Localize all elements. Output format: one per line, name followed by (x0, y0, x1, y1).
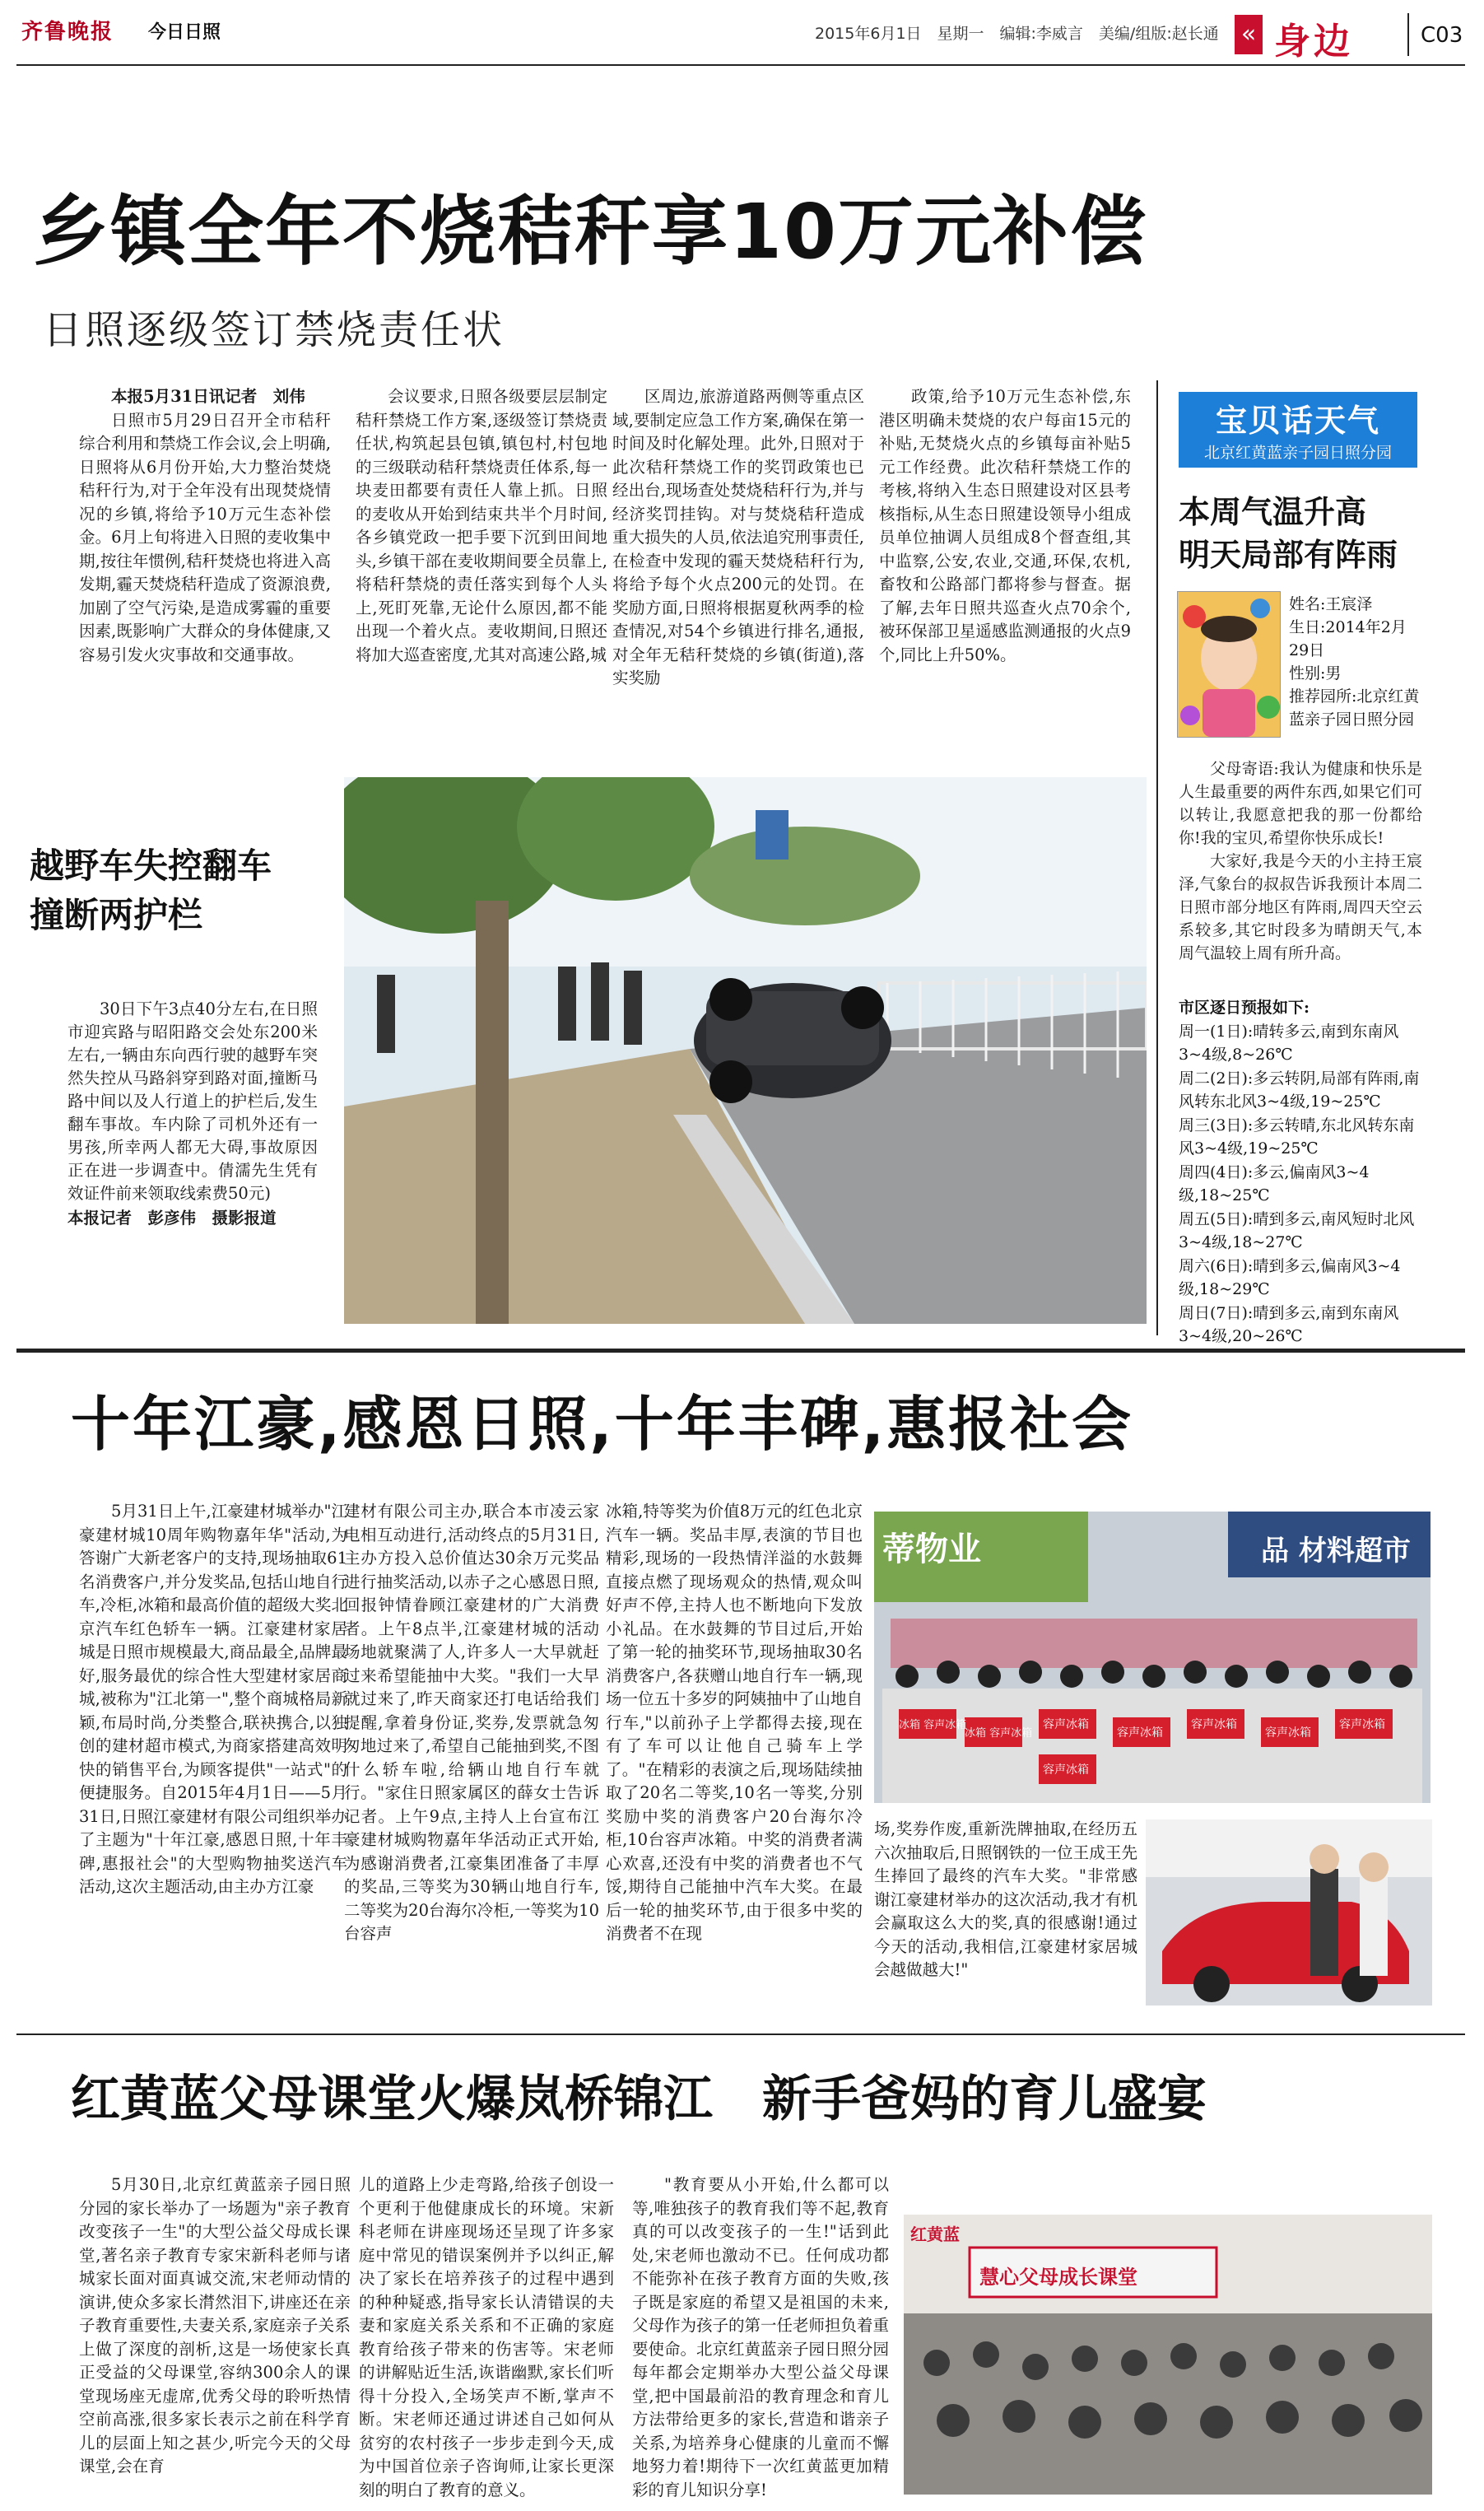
ceremony-group-photo (874, 1512, 1431, 1803)
article-text: 5月30日,北京红黄蓝亲子园日照分园的家长举办了一场题为"亲子教育改变孩子一生"的大型公益父母成长课堂,著名亲子教育专家宋新科老师与诸城家长面对面真诚交流,宋老师动情的演讲,使众多家长潸然泪下,讲座还在亲子教育重要性,夫妻关系,家庭亲子关系上做了深度的剖析,这是一场使家长真正受益的父母课堂,容纳300余人的课堂现场座无虚席,优秀父母的聆听热情空前高涨,很多家长表示之前在科学育儿的层面上知之甚少,听完今天的父母课堂,会在育 (79, 2175, 351, 2476)
article-text: 冰箱,特等奖为价值8万元的红色北京汽车一辆。奖品丰厚,表演的节目也精彩,现场的一段热情洋溢的水鼓舞直接点燃了现场观众的热情,观众叫好声不停,主持人也不断地向下发放小礼品。在水鼓舞的节目过后,开始了第一轮的抽奖环节,现场抽取30名消费客户,各获赠山地自行车一辆,现场一位五十多岁的阿姨抽中了山地自行车,"以前孙子上学都得去接,现在有了车可以让他自己骑车上学了。"在精彩的表演之后,现场陆续抽取了20名二等奖,10名一等奖,分别奖励中奖的消费客户20台海尔冷柜,10台容声冰箱。中奖的消费者满心欢喜,还没有中奖的消费者也不气馁,期待自己能抽中汽车大奖。在最后一轮的抽奖环节,由于很多中奖的消费者不在现 (606, 1502, 863, 1943)
forecast-title: 市区逐日预报如下: (1179, 999, 1310, 1017)
article-text: 儿的道路上少走弯路,给孩子创设一个更利于他健康成长的环境。宋新科老师在讲座现场还呈现了许多家庭中常见的错误案例并予以纠正,解决了家长在培养孩子的过程中遇到的种种疑惑,指导家长认清错误的夫妻和家庭关系关系和不正确的家庭教育给孩子带来的伤害等。宋老师的讲解贴近生活,诙谐幽默,家长们听得十分投入,全场笑声不断,掌声不断。宋老师还通过讲述自己如何从贫穷的农村孩子一步步走到今天,成为中国首位亲子咨询师,让家长更深刻的明白了教育的意义。 (359, 2175, 614, 2499)
main-column-3 (612, 385, 864, 691)
banner-text: 容声冰箱 (1191, 1718, 1237, 1731)
store-sign-left: 蒂物业 (882, 1530, 981, 1568)
article-text: 30日下午3点40分左右,在日照市迎宾路与昭阳路交会处东200米左右,一辆由东向西行驶的越野车突然失控从马路斜穿到路对面,撞断马路中间以及人行道上的护栏后,发生翻车事故。车内除了司机外还有一男孩,所幸两人都无大碍,事故原因正在进一步调查中。倩濡先生凭有效证件前来领取线索费50元) (67, 999, 318, 1203)
banner-text: 容声冰箱 (1043, 1718, 1089, 1731)
profile-gender: 性别:男 (1289, 664, 1342, 682)
weather-box (1179, 392, 1417, 468)
forecast-day: 周日(7日):晴到多云,南到东南风3~4级,20~26℃ (1179, 1303, 1399, 1345)
photo-credit: 本报记者 彭彦伟 摄影报道 (67, 1209, 277, 1228)
banner-text: 冰箱 容声冰箱 (899, 1719, 967, 1731)
ad2-column-3 (632, 2173, 889, 2502)
weather-box-subtitle: 北京红黄蓝亲子园日照分园 (1203, 444, 1392, 462)
logo-text: 红黄蓝 (910, 2224, 960, 2244)
profile-name: 姓名:王宸泽 (1289, 595, 1373, 613)
article-text: 场,奖券作废,重新洗牌抽取,在经历五六次抽取后,日照钢铁的一位王成王先生捧回了最终的汽车大奖。"非常感谢江豪建材举办的这次活动,我才有机会赢取这么大的奖,真的很感谢!通过今天的活动,我相信,江豪建材家居城会越做越大!" (874, 1819, 1137, 1979)
article-text: 会议要求,日照各级要层层制定秸秆禁烧工作方案,逐级签订禁烧责任状,构筑起县包镇,镇包村,村包地的三级联动秸秆禁烧责任体系,每一块麦田都要有责任人靠上抓。日照的麦收从开始到结束共半个月时间,各乡镇党政一把手要下沉到田间地头,乡镇干部在麦收期间要全员靠上,将秸秆禁烧的责任落实到每个人头上,死盯死靠,无论什么原因,都不能出现一个着火点。麦收期间,日照还将加大巡查密度,尤其对高速公路,城 (356, 387, 607, 664)
main-headline: 乡镇全年不烧秸秆享10万元补偿 (33, 188, 1148, 276)
header-rule (16, 64, 1465, 66)
ad2-headline: 红黄蓝父母课堂火爆岚桥锦江 新手爸妈的育儿盛宴 (71, 2071, 1207, 2128)
forecast-day: 周六(6日):晴到多云,偏南风3~4级,18~29℃ (1179, 1256, 1401, 1298)
banner-text: 容声冰箱 (1339, 1718, 1385, 1731)
store-sign-right: 品 材料超市 (1261, 1535, 1411, 1568)
divider (1407, 13, 1409, 56)
accident-body (67, 998, 318, 1230)
article-text: 日照市5月29日召开全市秸秆综合利用和禁烧工作会议,会上明确,日照将从6月份开始,大力整治焚烧秸秆行为,对于全年没有出现焚烧情况的乡镇,将给予10万元生态补偿金。6月上旬将进入日照的麦收集中期,按往年惯例,秸秆焚烧也将进入高发期,霾天焚烧秸秆造成了资源浪费,加剧了空气污染,是造成雾霾的重要因素,既影响广大群众的身体健康,又容易引发火灾事故和交通事故。 (79, 410, 331, 664)
profile-birthday: 生日:2014年2月29日 (1289, 618, 1407, 659)
forecast-list (1179, 996, 1426, 1349)
issue-meta: 2015年6月1日 星期一 编辑:李威言 美编/组版:赵长通 (815, 25, 1219, 43)
weather-headline-line2: 明天局部有阵雨 (1179, 537, 1398, 573)
main-column-1 (79, 385, 331, 667)
accident-photo (344, 777, 1147, 1324)
main-column-2 (356, 385, 607, 667)
article-text: 政策,给予10万元生态补偿,东港区明确未焚烧的农户每亩15元的补贴,无焚烧火点的乡镇每亩补贴5元工作经费。此次秸秆禁烧工作的考核,将纳入生态日照建设对区县考核指标,从生态日照建设领导小组成员单位抽调人员组成8个督查组,其中监察,公安,农业,交通,环保,农机,畜牧和公路部门都将参与督查。据了解,去年日照共巡查火点70余个,被环保部卫星遥感监测通报的火点9个,同比上升50%。 (879, 387, 1131, 664)
masthead-logo: 齐鲁晚报 (21, 20, 114, 44)
parent-message: 父母寄语:我认为健康和快乐是人生最重要的两件东西,如果它们可以转让,我愿意把我的那一份都给你!我的宝贝,希望你快乐成长! (1179, 760, 1422, 847)
banner-text: 容声冰箱 (1117, 1726, 1163, 1740)
main-column-4 (879, 385, 1131, 667)
banner-text: 容声冰箱 (1265, 1726, 1311, 1740)
banner-text: 容声冰箱 (1043, 1763, 1089, 1777)
profile-school: 推荐园所:北京红黄蓝亲子园日照分园 (1289, 687, 1420, 729)
section-name: 身边 (1274, 21, 1353, 63)
page-number: C03 (1421, 23, 1463, 48)
ad1-column-1 (79, 1500, 347, 1899)
ad2-column-1 (79, 2173, 351, 2479)
child-photo (1177, 591, 1281, 738)
byline: 本报5月31日讯记者 刘伟 (111, 387, 305, 406)
ad1-column-2 (344, 1500, 599, 1946)
weather-headline (1179, 491, 1398, 576)
banner-text: 冰箱 容声冰箱 (965, 1727, 1033, 1740)
forecast-day: 周五(5日):晴到多云,南风短时北风3~4级,18~27℃ (1179, 1209, 1415, 1251)
weather-headline-line1: 本周气温升高 (1179, 494, 1367, 530)
ad2-column-2 (359, 2173, 614, 2502)
article-text: 5月31日上午,江豪建材城举办"江豪建材城10周年购物嘉年华"活动,为答谢广大新老客户的支持,现场抽取61名消费客户,并分发奖品,包括山地自行车,冷柜,冰箱和最高价值的超级大奖北京汽车红色轿车一辆。江豪建材家居城是日照市规模最大,商品最全,品牌最好,服务最优的综合性大型建材家居商城,被称为"江北第一",整个商城格局新颖,布局时尚,分类整合,联袂携合,以独创的建材超市模式,为商家搭建高效明快的销售平台,为顾客提供"一站式"的便捷服务。自2015年4月1日——5月31日,日照江豪建材有限公司组织举办了主题为"十年江豪,感恩日照,十年丰碑,惠报社会"的大型购物抽奖送汽车活动,这次主题活动,由主办方江豪 (79, 1502, 347, 1896)
section-rule (16, 2033, 1465, 2035)
accident-title-line2: 撞断两护栏 (30, 895, 203, 935)
chevron-left-icon: « (1235, 15, 1263, 54)
column-divider (1156, 380, 1158, 1335)
photo-banner-text: 慧心父母成长课堂 (979, 2266, 1137, 2289)
weather-messages (1179, 757, 1422, 965)
forecast-day: 周四(4日):多云,偏南风3~4级,18~25℃ (1179, 1162, 1370, 1204)
article-text: 区周边,旅游道路两侧等重点区域,要制定应急工作方案,确保在第一时间及时化解处理。此外,日照对于此次秸秆禁烧工作的奖罚政策也已经出台,现场查处焚烧秸秆行为,并与经济奖罚挂钩。对与焚烧秸秆造成重大损失的人员,依法追究刑事责任,在检查中发现的霾天焚烧秸秆行为,将给予每个火点200元的处罚。在奖励方面,日照将根据夏秋两季的检查情况,对54个乡镇进行排名,通报,对全年无秸秆焚烧的乡镇(街道),落实奖励 (612, 387, 864, 687)
ad1-column-3 (606, 1500, 863, 1946)
section-rule (16, 1349, 1465, 1353)
main-subhead: 日照逐级签订禁烧责任状 (43, 307, 505, 353)
ad1-headline: 十年江豪,感恩日照,十年丰碑,惠报社会 (71, 1390, 1134, 1459)
article-text: 建材有限公司主办,联合本市凌云家电相互动进行,活动终点的5月31日,主办方投入总价值达30余万元奖品进行抽奖活动,以赤子之心感恩日照,回报钟情眷顾江豪建材的广大消费者。上午8点半,江豪建材城的活动场地就聚满了人,许多人一大早就赶过来希望能抽中大奖。"我们一大早就过来了,昨天商家还打电话给我们提醒,拿着身份证,奖券,发票就急匆匆地过来了,希望自己能抽到奖,不图什么轿车啦,给辆山地自行车就行。"家住日照家属区的薛女士告诉记者。上午9点,主持人上台宣布江豪建材城购物嘉年华活动正式开始,为感谢消费者,江豪集团准备了丰厚的奖品,三等奖为30辆山地自行车,二等奖为20台海尔冷柜,一等奖为10台容声 (344, 1502, 599, 1943)
page-section-box (1235, 8, 1465, 63)
child-message: 大家好,我是今天的小主持王宸泽,气象台的叔叔告诉我预计本周二日照市部分地区有阵雨,周四天空云系较多,其它时段多为晴朗天气,本周气温较上周有所升高。 (1179, 852, 1422, 962)
classroom-photo (904, 2215, 1432, 2495)
forecast-day: 周三(3日):多云转晴,东北风转东南风3~4级,19~25℃ (1179, 1116, 1415, 1158)
child-profile (1289, 593, 1421, 731)
ad1-column-4 (874, 1818, 1137, 1982)
section-tag: 今日日照 (148, 22, 221, 43)
forecast-day: 周二(2日):多云转阴,局部有阵雨,南风转东北风3~4级,19~25℃ (1179, 1069, 1420, 1111)
forecast-day: 周一(1日):晴转多云,南到东南风3~4级,8~26℃ (1179, 1022, 1399, 1064)
car-prize-photo (1146, 1819, 1432, 2006)
accident-title-line1: 越野车失控翻车 (30, 846, 272, 886)
accident-title (30, 841, 272, 940)
article-text: "教育要从小开始,什么都可以等,唯独孩子的教育我们等不起,教育真的可以改变孩子的一生!"话到此处,宋老师也激动不已。任何成功都不能弥补在孩子教育方面的失败,孩子既是家庭的希望又是祖国的未来,父母作为孩子的第一任老师担负着重要使命。北京红黄蓝亲子园日照分园每年都会定期举办大型公益父母课堂,把中国最前沿的教育理念和育儿方法带给更多的家长,营造和谐亲子关系,为培养身心健康的儿童而不懈地努力着!期待下一次红黄蓝更加精彩的育儿知识分享! (632, 2175, 890, 2499)
weather-box-title: 宝贝话天气 (1215, 403, 1380, 439)
